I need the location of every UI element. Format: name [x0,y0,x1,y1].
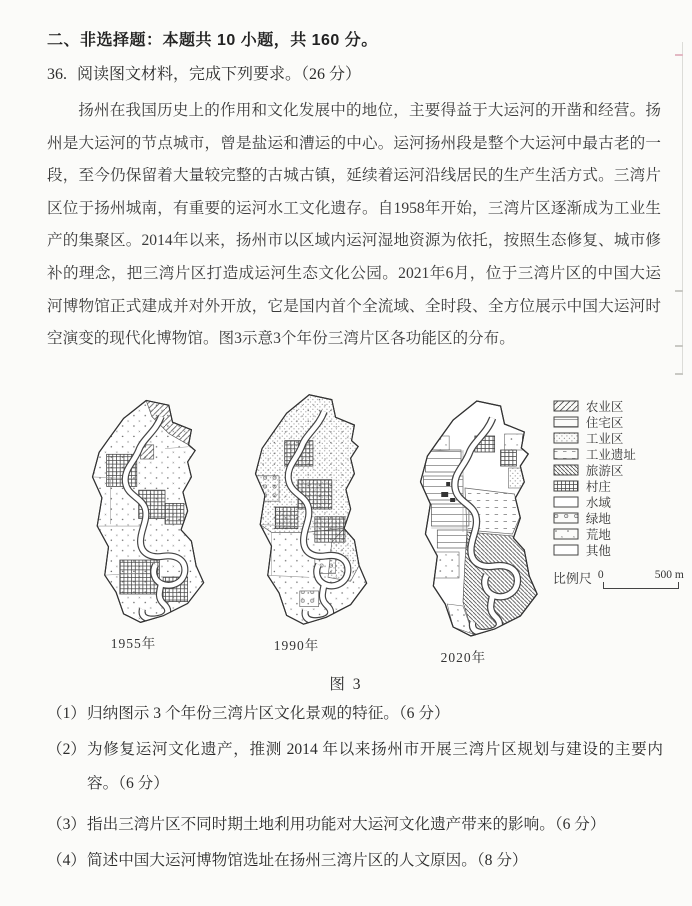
sub-question-number: （2） [47,740,86,758]
legend-item [553,400,684,412]
sub-question-1 [47,703,663,725]
sub-question-text: 为修复运河文化遗产，推测 2014 年以来扬州市开展三湾片区规划与建设的主要内容。（6 分） [87,740,663,792]
sub-question-number: （3） [47,816,86,833]
legend-label: 旅游区 [585,464,624,478]
legend-swatch-village-icon [553,480,579,492]
legend-item [553,496,684,508]
scan-tick [675,54,683,56]
figure-caption: 图 3 [329,676,363,693]
legend-swatch-water-icon [553,496,579,508]
legend-item [553,480,684,492]
legend-swatch-tourism-icon [553,464,579,476]
scan-tick [675,290,683,292]
figure-3 [52,386,684,666]
legend-item [553,528,684,540]
map-panel-2020 [378,392,549,666]
legend-swatch-green-space-icon [553,512,579,524]
map-1955 [52,392,214,628]
sub-question-3 [47,814,663,836]
scan-tick [675,373,683,375]
legend-item [553,448,684,460]
scale-end: 500 m [654,569,684,581]
legend-label: 绿地 [585,512,611,526]
legend-label: 农业区 [585,400,624,414]
page-edge-scan-line [682,42,683,374]
scale-start: 0 [597,569,604,581]
legend-swatch-industrial-heritage-icon [553,448,579,460]
question-number: 36. [47,66,67,83]
legend-swatch-agriculture-icon [553,400,579,412]
legend-label: 工业区 [585,432,624,446]
map-year-label-1955: 1955年 [110,636,157,651]
scale-bar [553,568,684,589]
legend-label: 荒地 [585,528,611,542]
sub-question-2 [47,739,663,801]
legend-label: 工业遗址 [585,448,636,462]
map-panel-1990 [215,386,378,654]
section-header: 二、非选择题：本题共 10 小题，共 160 分。 [47,32,378,49]
legend-item [553,544,684,556]
map-legend [553,400,684,589]
legend-item [553,416,684,428]
legend-label: 住宅区 [585,416,624,430]
scan-tick [675,345,683,347]
legend-label: 其他 [585,544,611,558]
legend-item [553,512,684,524]
map-year-label-2020: 2020年 [440,650,487,665]
sub-question-number: （1） [47,705,86,722]
legend-swatch-residential-icon [553,416,579,428]
scale-bar-label: 比例尺 [552,571,592,586]
legend-swatch-other-icon [553,544,579,556]
question-36-heading [47,61,657,84]
reading-passage: 扬州在我国历史上的作用和文化发展中的地位，主要得益于大运河的开凿和经营。扬州是大运河的节点城市，曾是盐运和漕运的中心。运河扬州段是整个大运河中最古老的一段，至今仍保留着大量较完整的古城古镇，延续着运河沿线居民的生产生活方式。三湾片区位于扬州城南，有重要的运河水工文化遗存。自1958年开始，三湾片区逐渐成为工业生产的集聚区。2014年以来，扬州市以区域内运河湿地资源为依托，按照生态修复、城市修补的理念，把三湾片区打造成运河生态文化公园。2021年6月，位于三湾片区的中国大运河博物馆正式建成并对外开放，它是国内首个全流域、全时段、全方位展示中国大运河时空演变的现代化博物馆。图3示意3个年份三湾片区各功能区的分布。 [47,102,661,348]
map-panel-1955 [52,392,215,652]
map-1990 [215,386,377,630]
legend-label: 水域 [585,496,611,510]
map-year-label-1990: 1990年 [273,638,320,653]
museum-footprint [442,492,449,497]
legend-item [553,464,684,476]
scale-line [603,582,679,589]
question-intro: 阅读图文材料，完成下列要求。（26 分） [77,66,362,83]
legend-item [553,432,684,444]
maps-row [52,386,684,666]
sub-question-number: （4） [47,851,86,869]
legend-swatch-wasteland-icon [553,528,579,540]
scale-bar-rule [598,569,684,589]
sub-question-text: 指出三湾片区不同时期土地利用功能对大运河文化遗产带来的影响。（6 分） [87,816,606,833]
map-2020 [378,392,548,642]
sub-question-text: 归纳图示 3 个年份三湾片区文化景观的特征。（6 分） [87,705,450,722]
sub-questions [47,703,663,885]
sub-question-text: 简述中国大运河博物馆选址在扬州三湾片区的人文原因。（8 分） [87,851,528,869]
sub-question-4 [47,850,663,872]
legend-label: 村庄 [585,480,611,494]
legend-swatch-industrial-icon [553,432,579,444]
